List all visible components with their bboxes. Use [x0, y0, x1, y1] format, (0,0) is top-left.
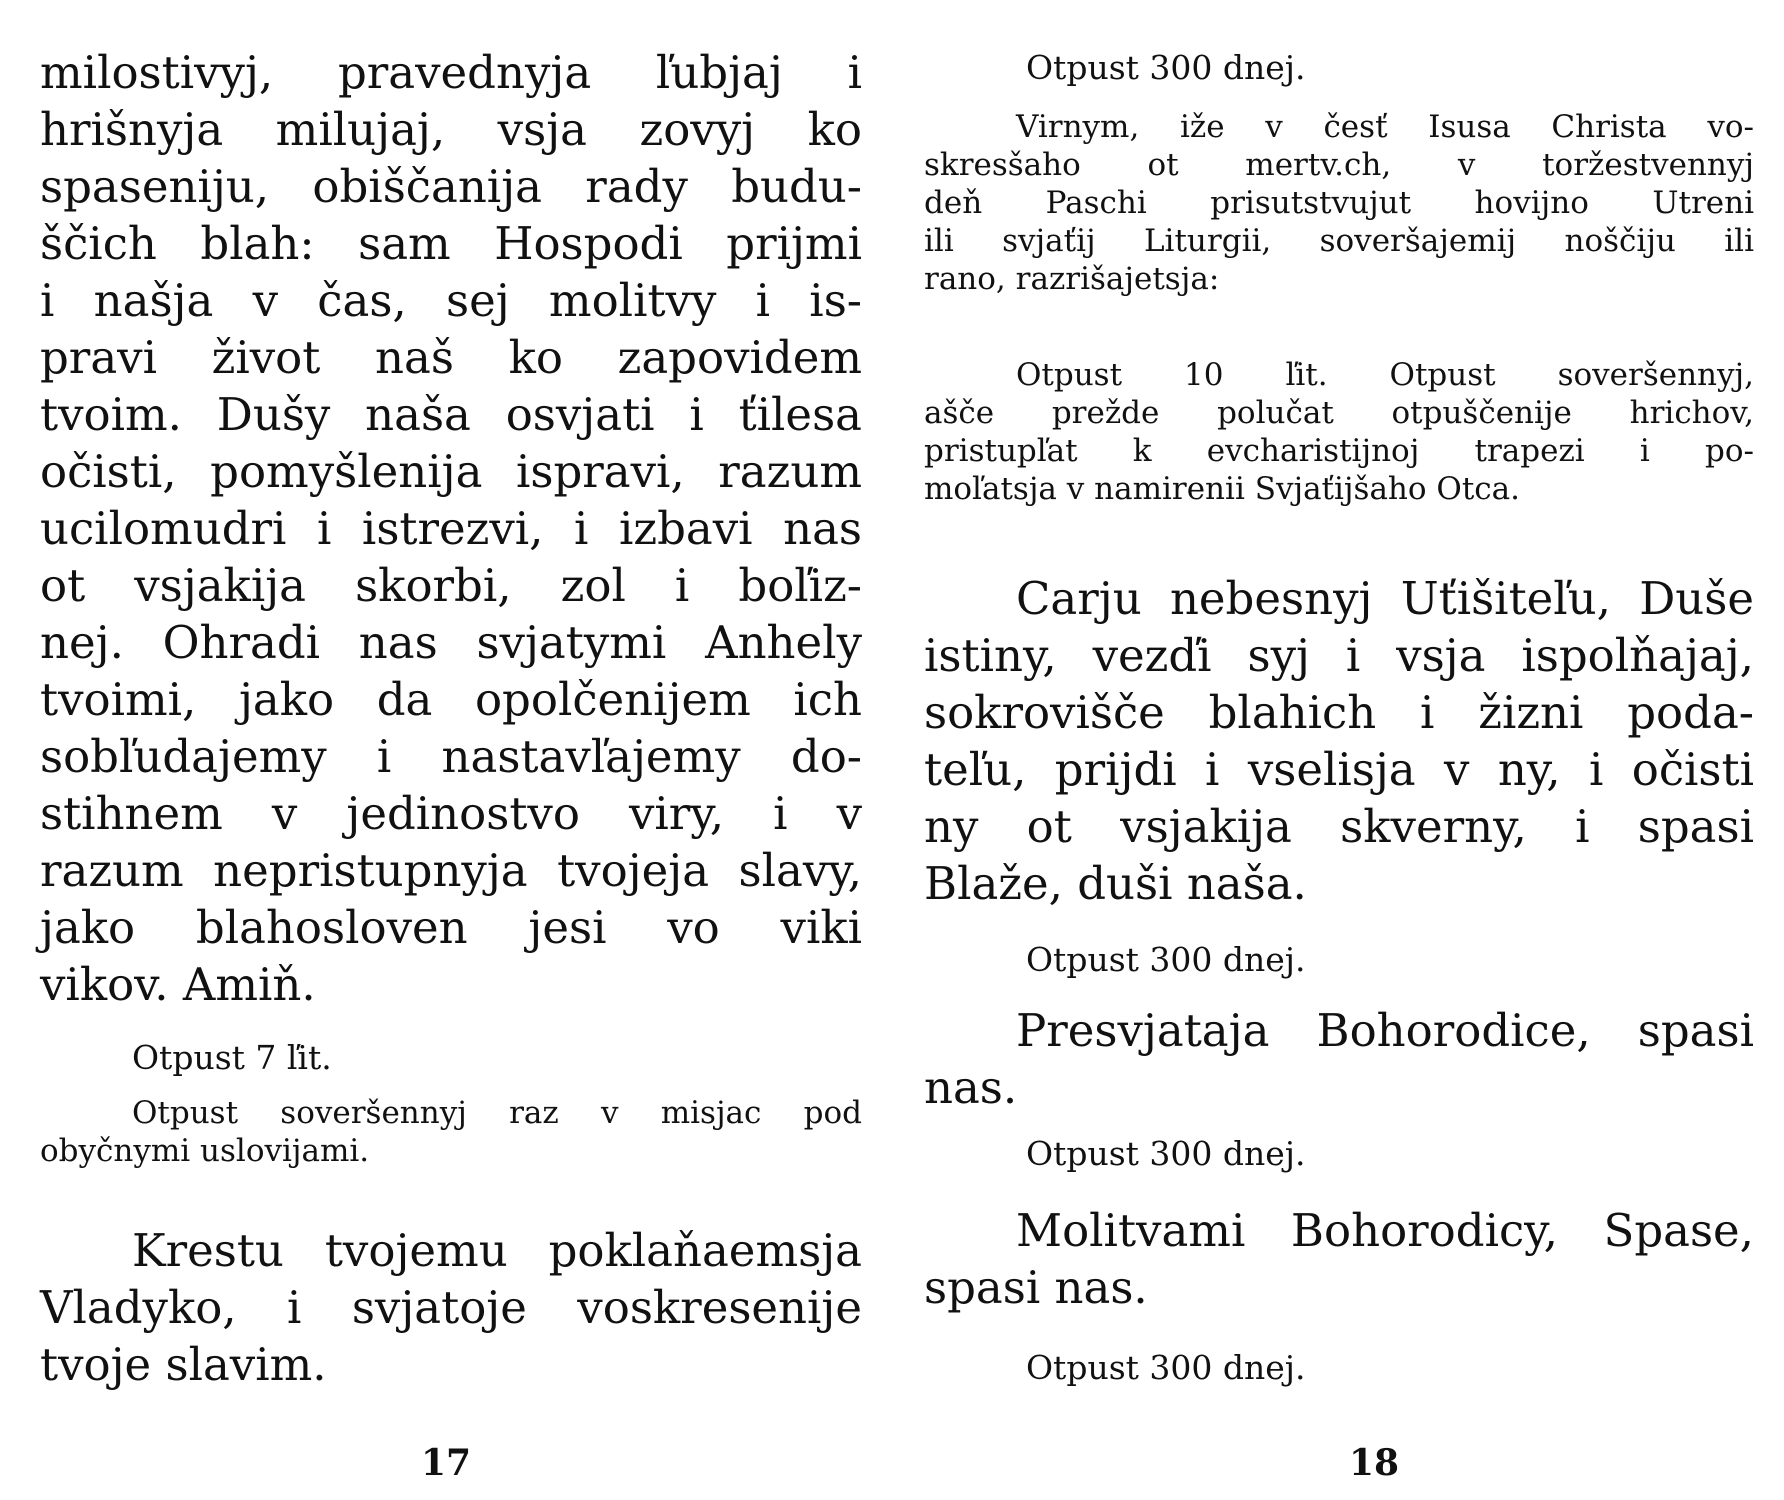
- text-line: milostivyj, pravednyja ľubjaj i: [40, 46, 862, 99]
- text-line: ašče prežde polučat otpuščenije hrichov,: [924, 395, 1754, 431]
- indulgence-300-days: Otpust 300 dnej.: [1026, 1348, 1306, 1387]
- text-line: spasi nas.: [924, 1261, 1148, 1314]
- text-line: obyčnymi uslovijami.: [40, 1133, 370, 1169]
- intercession-prayer: [924, 1202, 1754, 1316]
- text-line: Blaže, duši naša.: [924, 857, 1307, 910]
- text-line: pristupľat k evcharistijnoj trapezi i po-: [924, 433, 1754, 469]
- text-line: nas.: [924, 1061, 1018, 1114]
- text-line: Molitvami Bohorodicy, Spase,: [1016, 1204, 1754, 1257]
- easter-indulgence: [924, 356, 1754, 508]
- heavenly-king-prayer: [924, 570, 1754, 912]
- left-page: [40, 0, 862, 1500]
- text-line: tvoim. Dušy naša osvjati i ťilesa: [40, 388, 862, 441]
- cross-prayer: [40, 1222, 862, 1393]
- text-line: hrišnyja milujaj, vsja zovyj ko: [40, 103, 862, 156]
- text-line: tvoimi, jako da opolčenijem ich: [40, 673, 862, 726]
- text-line: sobľudajemy i nastavľajemy do-: [40, 730, 862, 783]
- text-line: Otpust soveršennyj raz v misjac pod: [132, 1095, 862, 1131]
- indulgence-7-years: Otpust 7 ľit.: [132, 1038, 332, 1077]
- plenary-indulgence-note: [40, 1094, 862, 1170]
- text-line: Carju nebesnyj Uťišiteľu, Duše: [1016, 572, 1754, 625]
- text-line: Krestu tvojemu poklaňaemsja: [132, 1224, 862, 1277]
- text-line: pravi život naš ko zapovidem: [40, 331, 862, 384]
- text-line: Vladyko, i svjatoje voskresenije: [40, 1281, 862, 1334]
- easter-note: [924, 108, 1754, 298]
- indulgence-300-days: Otpust 300 dnej.: [1026, 940, 1306, 979]
- text-line: ili svjaťij Liturgii, soveršajemij noščiju ili: [924, 223, 1754, 259]
- text-line: nej. Ohradi nas svjatymi Anhely: [40, 616, 862, 669]
- prayer-paragraph: [40, 44, 862, 1013]
- text-line: Presvjataja Bohorodice, spasi: [1016, 1004, 1754, 1057]
- text-line: stihnem v jedinostvo viry, i v: [40, 787, 862, 840]
- text-line: razum nepristupnyja tvojeja slavy,: [40, 844, 862, 897]
- text-line: i našja v čas, sej molitvy i is-: [40, 274, 862, 327]
- text-line: deň Paschi prisutstvujut hovijno Utreni: [924, 185, 1754, 221]
- text-line: ucilomudri i istrezvi, i izbavi nas: [40, 502, 862, 555]
- text-line: ny ot vsjakija skverny, i spasi: [924, 800, 1754, 853]
- text-line: tvoje slavim.: [40, 1338, 327, 1391]
- text-line: ščich blah: sam Hospodi prijmi: [40, 217, 862, 270]
- text-line: vikov. Amiň.: [40, 958, 316, 1011]
- text-line: skresšaho ot mertv.ch, v toržestvennyj: [924, 147, 1754, 183]
- text-line: Otpust 10 ľit. Otpust soveršennyj,: [1016, 357, 1754, 393]
- text-line: očisti, pomyšlenija ispravi, razum: [40, 445, 862, 498]
- text-line: spaseniju, obiščanija rady budu-: [40, 160, 862, 213]
- page-number-18: 18: [1348, 1442, 1400, 1484]
- text-line: Virnym, iže v česť Isusa Christa vo-: [1016, 109, 1754, 145]
- indulgence-300-days: Otpust 300 dnej.: [1026, 1134, 1306, 1173]
- theotokos-prayer: [924, 1002, 1754, 1116]
- text-line: istiny, vezďi syj i vsja ispolňajaj,: [924, 629, 1754, 682]
- text-line: rano, razrišajetsja:: [924, 261, 1220, 297]
- text-line: moľatsja v namirenii Svjaťijšaho Otca.: [924, 471, 1520, 507]
- text-line: jako blahosloven jesi vo viki: [40, 901, 862, 954]
- text-line: ot vsjakija skorbi, zol i boľiz-: [40, 559, 862, 612]
- indulgence-300-days-top: Otpust 300 dnej.: [1026, 48, 1306, 87]
- right-page: [924, 0, 1754, 1500]
- page-number-17: 17: [420, 1442, 472, 1484]
- text-line: teľu, prijdi i vselisja v ny, i očisti: [924, 743, 1754, 796]
- text-line: sokrovišče blahich i žizni poda-: [924, 686, 1754, 739]
